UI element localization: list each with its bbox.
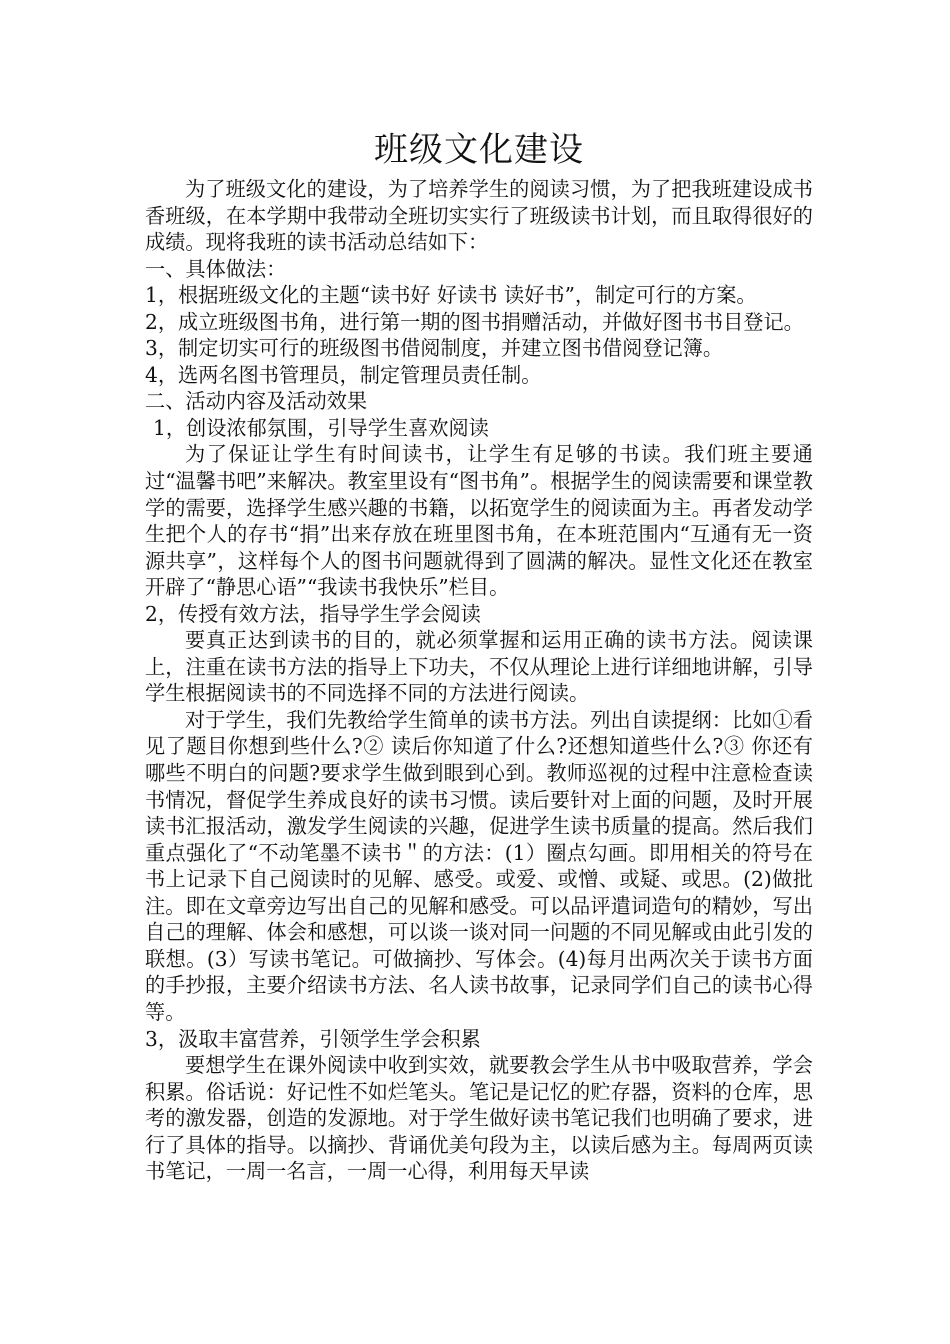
list-item-4: 4，选两名图书管理员，制定管理员责任制。 — [145, 362, 542, 387]
subheading-accumulation: 3，汲取丰富营养，引领学生学会积累 — [145, 1026, 481, 1051]
paragraph-intro: 为了班级文化的建设，为了培养学生的阅读习惯，为了把我班建设成书香班级，在本学期中我带动全班切实实行了班级读书计划，而且取得很好的成绩。现将我班的读书活动总结如下： — [145, 177, 813, 255]
document-page — [145, 126, 813, 1185]
list-item-2: 2，成立班级图书角，进行第一期的图书捐赠活动，并做好图书书目登记。 — [145, 309, 804, 334]
subheading-atmosphere: 1，创设浓郁氛围，引导学生喜欢阅读 — [153, 415, 489, 440]
paragraph-atmosphere: 为了保证让学生有时间读书，让学生有足够的书读。我们班主要通过“温馨书吧”来解决。教室里设有“图书角”。根据学生的阅读需要和课堂教学的需要，选择学生感兴趣的书籍，以拓宽学生的阅读面为主。再者发动学生把个人的存书“捐”出来存放在班里图书角，在本班范围内“互通有无一资源共享”，这样每个人的图书问题就得到了圆满的解决。显性文化还在教室开辟了“静思心语”“我读书我快乐”栏目。 — [145, 442, 813, 600]
document-body — [145, 176, 813, 1185]
list-item-3: 3，制定切实可行的班级图书借阅制度，并建立图书借阅登记簿。 — [145, 336, 724, 361]
section-heading-methods: 一、具体做法： — [145, 256, 287, 281]
paragraph-accumulation: 要想学生在课外阅读中收到实效，就要教会学生从书中吸取营养，学会积累。俗话说：好记性不如烂笔头。笔记是记忆的贮存器，资料的仓库，思考的激发器，创造的发源地。对于学生做好读书笔记我们也明确了要求，进行了具体的指导。以摘抄、背诵优美句段为主，以读后感为主。每周两页读书笔记，一周一名言，一周一心得，利用每天早读 — [145, 1053, 813, 1184]
document-title: 班级文化建设 — [374, 130, 584, 170]
paragraph-methods-intro: 要真正达到读书的目的，就必须掌握和运用正确的读书方法。阅读课上，注重在读书方法的指导上下功夫，不仅从理论上进行详细地讲解，引导学生根据阅读书的不同选择不同的方法进行阅读。 — [145, 628, 813, 706]
paragraph-methods-detail: 对于学生，我们先教给学生简单的读书方法。列出自读提纲：比如①看见了题目你想到些什么?② 读后你知道了什么?还想知道些什么?③ 你还有哪些不明白的问题?要求学生做到眼到心到。教师巡视的过程中注意检查读书情况，督促学生养成良好的读书习惯。读后要针对上面的问题，及时开展读书汇报活动，激发学生阅读的兴趣，促进学生读书质量的提高。然后我们重点强化了“不动笔墨不读书＂的方法：(1）圈点勾画。即用相关的符号在书上记录下自己阅读时的见解、感受。或爱、或憎、或疑、或思。(2)做批注。即在文章旁边写出自己的见解和感受。可以品评遣词造句的精妙，写出自己的理解、体会和感想，可以谈一谈对同一问题的不同见解或由此引发的联想。(3）写读书笔记。可做摘抄、写体会。(4)每月出两次关于读书方面的手抄报，主要介绍读书方法、名人读书故事，记录同学们自己的读书心得等。 — [145, 707, 813, 1024]
subheading-methods: 2，传授有效方法，指导学生学会阅读 — [145, 601, 481, 626]
list-item-1: 1，根据班级文化的主题“读书好 好读书 读好书”，制定可行的方案。 — [145, 283, 757, 308]
section-heading-activities: 二、活动内容及活动效果 — [145, 389, 368, 414]
